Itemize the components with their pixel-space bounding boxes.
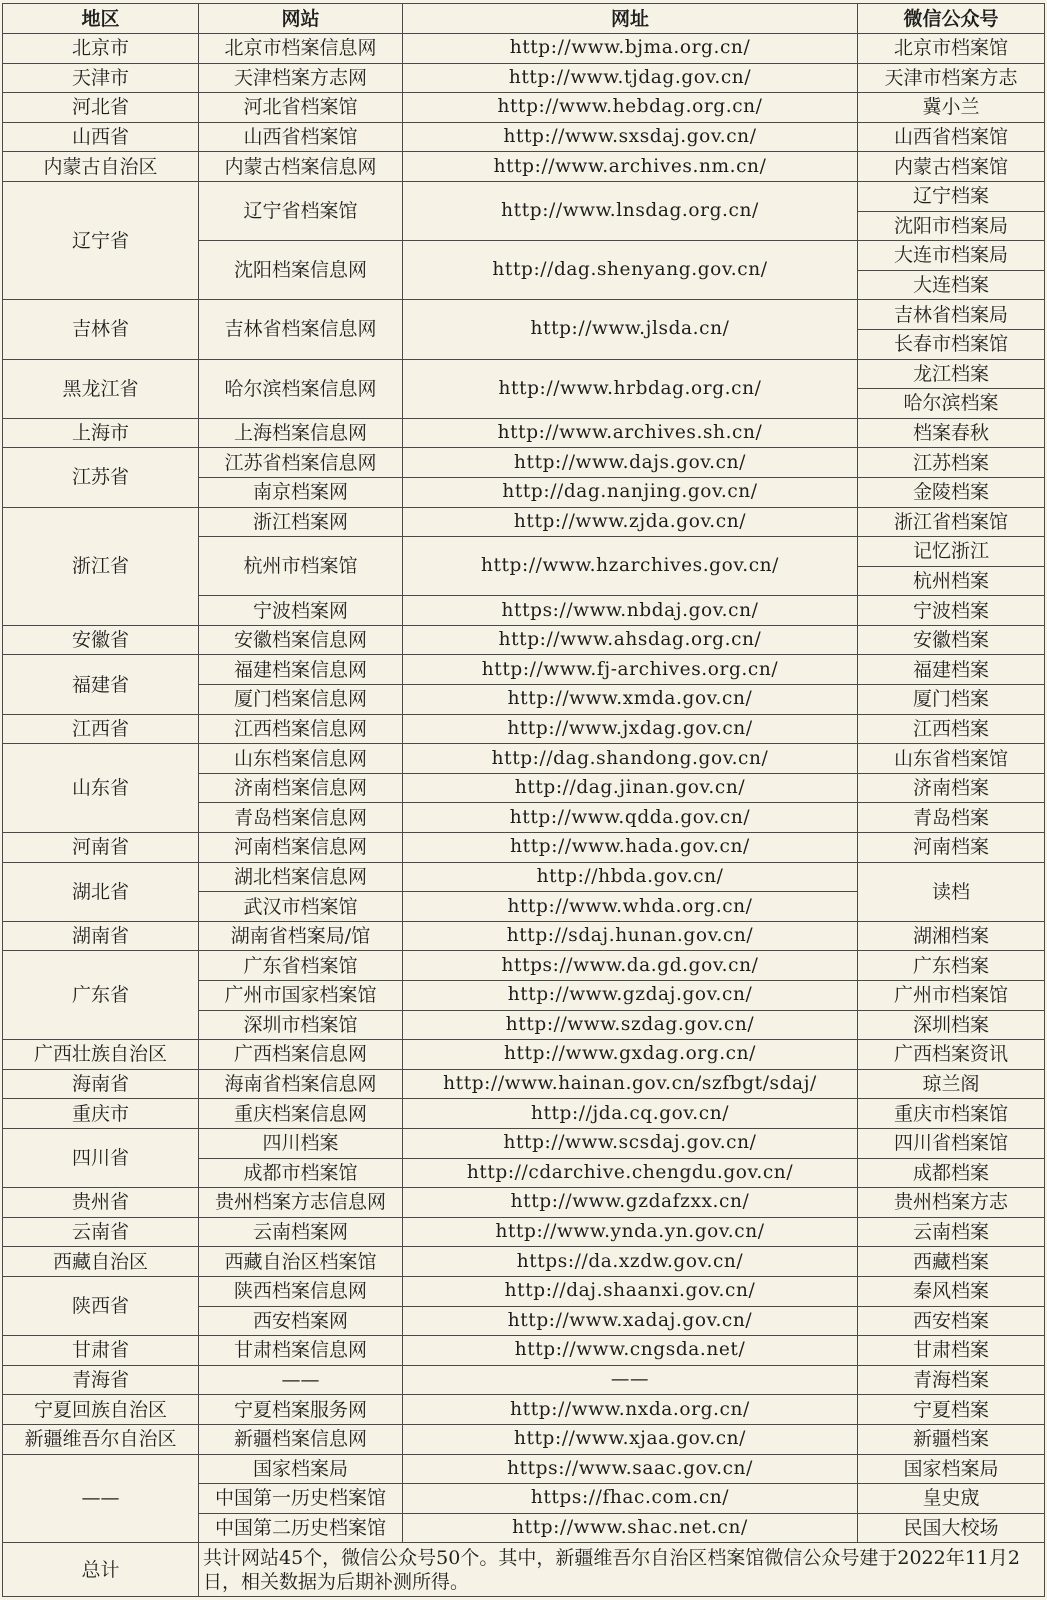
website-cell: 海南省档案信息网 bbox=[199, 1069, 403, 1099]
region-cell: 广西壮族自治区 bbox=[3, 1040, 199, 1070]
url-cell: http://hbda.gov.cn/ bbox=[403, 862, 858, 892]
url-cell: http://www.tjdag.gov.cn/ bbox=[403, 63, 858, 93]
website-cell: 江苏省档案信息网 bbox=[199, 448, 403, 478]
wechat-cell: 贵州档案方志 bbox=[858, 1188, 1045, 1218]
wechat-cell: 记忆浙江 bbox=[858, 537, 1045, 567]
table-row bbox=[3, 862, 1045, 892]
url-cell: http://dag.shenyang.gov.cn/ bbox=[403, 241, 858, 300]
website-cell: 北京市档案信息网 bbox=[199, 34, 403, 64]
region-cell: 新疆维吾尔自治区 bbox=[3, 1424, 199, 1454]
website-cell: 哈尔滨档案信息网 bbox=[199, 359, 403, 418]
website-cell: 山西省档案馆 bbox=[199, 122, 403, 152]
archive-websites-table bbox=[2, 3, 1045, 1597]
url-cell: http://www.gzdaj.gov.cn/ bbox=[403, 981, 858, 1011]
wechat-cell: 金陵档案 bbox=[858, 477, 1045, 507]
wechat-cell: 吉林省档案局 bbox=[858, 300, 1045, 330]
website-cell: 宁波档案网 bbox=[199, 596, 403, 626]
website-cell: 陕西档案信息网 bbox=[199, 1276, 403, 1306]
url-cell: http://www.hada.gov.cn/ bbox=[403, 833, 858, 863]
url-cell: http://www.hrbdag.org.cn/ bbox=[403, 359, 858, 418]
url-cell: http://www.ahsdag.org.cn/ bbox=[403, 625, 858, 655]
url-cell: http://www.hebdag.org.cn/ bbox=[403, 93, 858, 123]
total-row bbox=[3, 1543, 1045, 1597]
wechat-cell: 杭州档案 bbox=[858, 566, 1045, 596]
url-cell: https://da.xzdw.gov.cn/ bbox=[403, 1247, 858, 1277]
wechat-cell: 天津市档案方志 bbox=[858, 63, 1045, 93]
header-url: 网址 bbox=[403, 4, 858, 34]
table-row bbox=[3, 152, 1045, 182]
website-cell: 浙江档案网 bbox=[199, 507, 403, 537]
website-cell: 杭州市档案馆 bbox=[199, 537, 403, 596]
url-cell: http://www.gzdafzxx.cn/ bbox=[403, 1188, 858, 1218]
region-cell: 江苏省 bbox=[3, 448, 199, 507]
wechat-cell: 广东档案 bbox=[858, 951, 1045, 981]
url-cell: http://www.fj-archives.org.cn/ bbox=[403, 655, 858, 685]
website-cell: 安徽档案信息网 bbox=[199, 625, 403, 655]
wechat-cell: 山东省档案馆 bbox=[858, 744, 1045, 774]
wechat-cell: 西安档案 bbox=[858, 1306, 1045, 1336]
website-cell: 重庆档案信息网 bbox=[199, 1099, 403, 1129]
wechat-cell: 重庆市档案馆 bbox=[858, 1099, 1045, 1129]
region-cell: —— bbox=[3, 1454, 199, 1543]
table-row bbox=[3, 1276, 1045, 1306]
url-cell: http://www.ynda.yn.gov.cn/ bbox=[403, 1217, 858, 1247]
table-row bbox=[3, 34, 1045, 64]
wechat-cell: 北京市档案馆 bbox=[858, 34, 1045, 64]
wechat-cell: 河南档案 bbox=[858, 833, 1045, 863]
table-row bbox=[3, 1365, 1045, 1395]
website-cell: 四川档案 bbox=[199, 1128, 403, 1158]
table-row bbox=[3, 714, 1045, 744]
wechat-cell: 国家档案局 bbox=[858, 1454, 1045, 1484]
url-cell: http://www.archives.sh.cn/ bbox=[403, 418, 858, 448]
wechat-cell: 读档 bbox=[858, 862, 1045, 921]
url-cell: http://www.lnsdag.org.cn/ bbox=[403, 181, 858, 240]
website-cell: 辽宁省档案馆 bbox=[199, 181, 403, 240]
url-cell: http://dag.jinan.gov.cn/ bbox=[403, 773, 858, 803]
wechat-cell: 四川省档案馆 bbox=[858, 1128, 1045, 1158]
table-row bbox=[3, 744, 1045, 774]
region-cell: 云南省 bbox=[3, 1217, 199, 1247]
wechat-cell: 民国大校场 bbox=[858, 1513, 1045, 1543]
table-row bbox=[3, 181, 1045, 211]
website-cell: 南京档案网 bbox=[199, 477, 403, 507]
website-cell: 甘肃档案信息网 bbox=[199, 1336, 403, 1366]
region-cell: 湖北省 bbox=[3, 862, 199, 921]
region-cell: 浙江省 bbox=[3, 507, 199, 625]
table-row bbox=[3, 1069, 1045, 1099]
wechat-cell: 琼兰阁 bbox=[858, 1069, 1045, 1099]
wechat-cell: 长春市档案馆 bbox=[858, 329, 1045, 359]
website-cell: 河北省档案馆 bbox=[199, 93, 403, 123]
table-row bbox=[3, 921, 1045, 951]
website-cell: 国家档案局 bbox=[199, 1454, 403, 1484]
table-row bbox=[3, 1336, 1045, 1366]
url-cell: http://www.cngsda.net/ bbox=[403, 1336, 858, 1366]
website-cell: 福建档案信息网 bbox=[199, 655, 403, 685]
region-cell: 青海省 bbox=[3, 1365, 199, 1395]
archive-websites-table-container bbox=[2, 3, 1044, 1597]
region-cell: 河南省 bbox=[3, 833, 199, 863]
table-row bbox=[3, 448, 1045, 478]
url-cell: https://www.nbdaj.gov.cn/ bbox=[403, 596, 858, 626]
url-cell: http://dag.nanjing.gov.cn/ bbox=[403, 477, 858, 507]
url-cell: http://www.jxdag.gov.cn/ bbox=[403, 714, 858, 744]
wechat-cell: 济南档案 bbox=[858, 773, 1045, 803]
table-row bbox=[3, 655, 1045, 685]
table-row bbox=[3, 833, 1045, 863]
url-cell: http://sdaj.hunan.gov.cn/ bbox=[403, 921, 858, 951]
region-cell: 山东省 bbox=[3, 744, 199, 833]
table-row bbox=[3, 1424, 1045, 1454]
region-cell: 北京市 bbox=[3, 34, 199, 64]
url-cell: http://www.whda.org.cn/ bbox=[403, 892, 858, 922]
website-cell: 云南档案网 bbox=[199, 1217, 403, 1247]
website-cell: 厦门档案信息网 bbox=[199, 685, 403, 715]
website-cell: 广东省档案馆 bbox=[199, 951, 403, 981]
website-cell: 深圳市档案馆 bbox=[199, 1010, 403, 1040]
website-cell: 青岛档案信息网 bbox=[199, 803, 403, 833]
url-cell: http://cdarchive.chengdu.gov.cn/ bbox=[403, 1158, 858, 1188]
wechat-cell: 成都档案 bbox=[858, 1158, 1045, 1188]
url-cell: http://dag.shandong.gov.cn/ bbox=[403, 744, 858, 774]
wechat-cell: 西藏档案 bbox=[858, 1247, 1045, 1277]
website-cell: 中国第一历史档案馆 bbox=[199, 1484, 403, 1514]
website-cell: 宁夏档案服务网 bbox=[199, 1395, 403, 1425]
region-cell: 福建省 bbox=[3, 655, 199, 714]
website-cell: —— bbox=[199, 1365, 403, 1395]
wechat-cell: 新疆档案 bbox=[858, 1424, 1045, 1454]
region-cell: 安徽省 bbox=[3, 625, 199, 655]
website-cell: 河南档案信息网 bbox=[199, 833, 403, 863]
url-cell: http://www.xmda.gov.cn/ bbox=[403, 685, 858, 715]
wechat-cell: 内蒙古档案馆 bbox=[858, 152, 1045, 182]
wechat-cell: 龙江档案 bbox=[858, 359, 1045, 389]
region-cell: 吉林省 bbox=[3, 300, 199, 359]
url-cell: —— bbox=[403, 1365, 858, 1395]
url-cell: https://www.da.gd.gov.cn/ bbox=[403, 951, 858, 981]
region-cell: 湖南省 bbox=[3, 921, 199, 951]
url-cell: http://www.shac.net.cn/ bbox=[403, 1513, 858, 1543]
wechat-cell: 浙江省档案馆 bbox=[858, 507, 1045, 537]
website-cell: 天津档案方志网 bbox=[199, 63, 403, 93]
table-row bbox=[3, 507, 1045, 537]
region-cell: 陕西省 bbox=[3, 1276, 199, 1335]
region-cell: 黑龙江省 bbox=[3, 359, 199, 418]
url-cell: https://fhac.com.cn/ bbox=[403, 1484, 858, 1514]
url-cell: http://www.hainan.gov.cn/szfbgt/sdaj/ bbox=[403, 1069, 858, 1099]
wechat-cell: 哈尔滨档案 bbox=[858, 389, 1045, 419]
wechat-cell: 江西档案 bbox=[858, 714, 1045, 744]
region-cell: 甘肃省 bbox=[3, 1336, 199, 1366]
total-note: 共计网站45个，微信公众号50个。其中，新疆维吾尔自治区档案馆微信公众号建于2022年11月2日，相关数据为后期补测所得。 bbox=[199, 1543, 1045, 1597]
wechat-cell: 广西档案资讯 bbox=[858, 1040, 1045, 1070]
website-cell: 新疆档案信息网 bbox=[199, 1424, 403, 1454]
website-cell: 吉林省档案信息网 bbox=[199, 300, 403, 359]
region-cell: 西藏自治区 bbox=[3, 1247, 199, 1277]
table-row bbox=[3, 1099, 1045, 1129]
region-cell: 广东省 bbox=[3, 951, 199, 1040]
table-row bbox=[3, 93, 1045, 123]
wechat-cell: 江苏档案 bbox=[858, 448, 1045, 478]
website-cell: 上海档案信息网 bbox=[199, 418, 403, 448]
wechat-cell: 青岛档案 bbox=[858, 803, 1045, 833]
header-region: 地区 bbox=[3, 4, 199, 34]
wechat-cell: 湖湘档案 bbox=[858, 921, 1045, 951]
wechat-cell: 辽宁档案 bbox=[858, 181, 1045, 211]
table-row bbox=[3, 1217, 1045, 1247]
wechat-cell: 福建档案 bbox=[858, 655, 1045, 685]
region-cell: 海南省 bbox=[3, 1069, 199, 1099]
header-wechat: 微信公众号 bbox=[858, 4, 1045, 34]
wechat-cell: 皇史宬 bbox=[858, 1484, 1045, 1514]
table-header-row bbox=[3, 4, 1045, 34]
website-cell: 中国第二历史档案馆 bbox=[199, 1513, 403, 1543]
url-cell: http://www.gxdag.org.cn/ bbox=[403, 1040, 858, 1070]
region-cell: 重庆市 bbox=[3, 1099, 199, 1129]
website-cell: 西藏自治区档案馆 bbox=[199, 1247, 403, 1277]
wechat-cell: 厦门档案 bbox=[858, 685, 1045, 715]
wechat-cell: 档案春秋 bbox=[858, 418, 1045, 448]
wechat-cell: 沈阳市档案局 bbox=[858, 211, 1045, 241]
wechat-cell: 宁夏档案 bbox=[858, 1395, 1045, 1425]
region-cell: 河北省 bbox=[3, 93, 199, 123]
url-cell: http://www.scsdaj.gov.cn/ bbox=[403, 1128, 858, 1158]
table-row bbox=[3, 1247, 1045, 1277]
total-label: 总计 bbox=[3, 1543, 199, 1597]
url-cell: http://www.szdag.gov.cn/ bbox=[403, 1010, 858, 1040]
table-row bbox=[3, 300, 1045, 330]
table-row bbox=[3, 1395, 1045, 1425]
wechat-cell: 宁波档案 bbox=[858, 596, 1045, 626]
url-cell: https://www.saac.gov.cn/ bbox=[403, 1454, 858, 1484]
url-cell: http://www.bjma.org.cn/ bbox=[403, 34, 858, 64]
region-cell: 宁夏回族自治区 bbox=[3, 1395, 199, 1425]
header-website: 网站 bbox=[199, 4, 403, 34]
region-cell: 江西省 bbox=[3, 714, 199, 744]
website-cell: 西安档案网 bbox=[199, 1306, 403, 1336]
website-cell: 沈阳档案信息网 bbox=[199, 241, 403, 300]
wechat-cell: 大连市档案局 bbox=[858, 241, 1045, 271]
wechat-cell: 山西省档案馆 bbox=[858, 122, 1045, 152]
url-cell: http://daj.shaanxi.gov.cn/ bbox=[403, 1276, 858, 1306]
table-row bbox=[3, 625, 1045, 655]
table-row bbox=[3, 1128, 1045, 1158]
url-cell: http://www.archives.nm.cn/ bbox=[403, 152, 858, 182]
website-cell: 济南档案信息网 bbox=[199, 773, 403, 803]
table-row bbox=[3, 122, 1045, 152]
region-cell: 贵州省 bbox=[3, 1188, 199, 1218]
url-cell: http://www.dajs.gov.cn/ bbox=[403, 448, 858, 478]
region-cell: 内蒙古自治区 bbox=[3, 152, 199, 182]
website-cell: 广州市国家档案馆 bbox=[199, 981, 403, 1011]
region-cell: 辽宁省 bbox=[3, 181, 199, 299]
wechat-cell: 广州市档案馆 bbox=[858, 981, 1045, 1011]
wechat-cell: 青海档案 bbox=[858, 1365, 1045, 1395]
table-row bbox=[3, 418, 1045, 448]
website-cell: 江西档案信息网 bbox=[199, 714, 403, 744]
url-cell: http://www.zjda.gov.cn/ bbox=[403, 507, 858, 537]
table-body bbox=[3, 34, 1045, 1597]
website-cell: 湖南省档案局/馆 bbox=[199, 921, 403, 951]
website-cell: 内蒙古档案信息网 bbox=[199, 152, 403, 182]
url-cell: http://jda.cq.gov.cn/ bbox=[403, 1099, 858, 1129]
region-cell: 上海市 bbox=[3, 418, 199, 448]
wechat-cell: 深圳档案 bbox=[858, 1010, 1045, 1040]
table-row bbox=[3, 359, 1045, 389]
wechat-cell: 秦风档案 bbox=[858, 1276, 1045, 1306]
url-cell: http://www.jlsda.cn/ bbox=[403, 300, 858, 359]
wechat-cell: 云南档案 bbox=[858, 1217, 1045, 1247]
website-cell: 成都市档案馆 bbox=[199, 1158, 403, 1188]
website-cell: 湖北档案信息网 bbox=[199, 862, 403, 892]
wechat-cell: 甘肃档案 bbox=[858, 1336, 1045, 1366]
url-cell: http://www.nxda.org.cn/ bbox=[403, 1395, 858, 1425]
region-cell: 山西省 bbox=[3, 122, 199, 152]
wechat-cell: 安徽档案 bbox=[858, 625, 1045, 655]
website-cell: 广西档案信息网 bbox=[199, 1040, 403, 1070]
url-cell: http://www.qdda.gov.cn/ bbox=[403, 803, 858, 833]
website-cell: 武汉市档案馆 bbox=[199, 892, 403, 922]
table-row bbox=[3, 1454, 1045, 1484]
wechat-cell: 冀小兰 bbox=[858, 93, 1045, 123]
url-cell: http://www.sxsdaj.gov.cn/ bbox=[403, 122, 858, 152]
table-row bbox=[3, 1040, 1045, 1070]
url-cell: http://www.xjaa.gov.cn/ bbox=[403, 1424, 858, 1454]
website-cell: 贵州档案方志信息网 bbox=[199, 1188, 403, 1218]
table-row bbox=[3, 63, 1045, 93]
url-cell: http://www.hzarchives.gov.cn/ bbox=[403, 537, 858, 596]
website-cell: 山东档案信息网 bbox=[199, 744, 403, 774]
url-cell: http://www.xadaj.gov.cn/ bbox=[403, 1306, 858, 1336]
region-cell: 四川省 bbox=[3, 1128, 199, 1187]
table-row bbox=[3, 951, 1045, 981]
region-cell: 天津市 bbox=[3, 63, 199, 93]
table-row bbox=[3, 1188, 1045, 1218]
wechat-cell: 大连档案 bbox=[858, 270, 1045, 300]
